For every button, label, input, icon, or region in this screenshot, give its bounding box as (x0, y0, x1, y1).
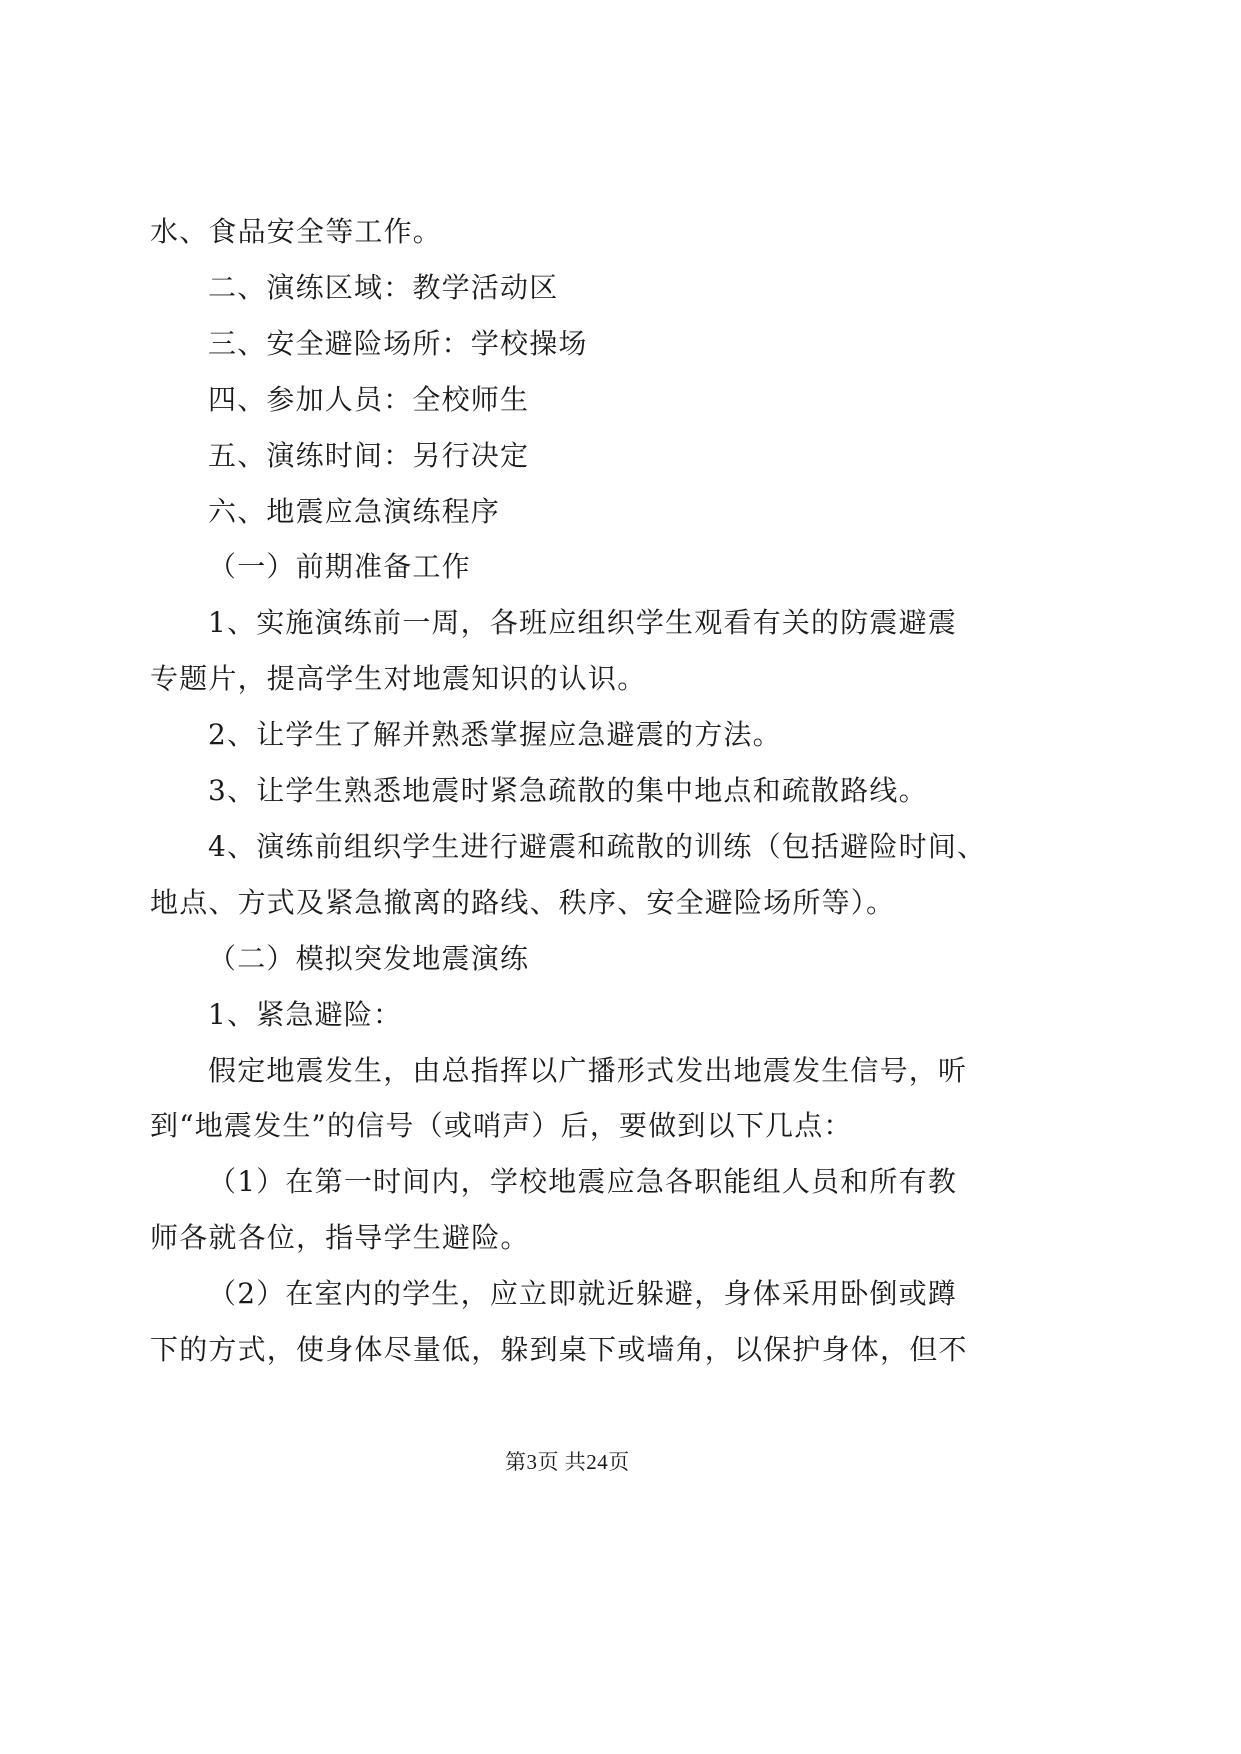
subsection-heading: （一）前期准备工作 (208, 550, 471, 583)
body-line: 1、紧急避险： (208, 998, 403, 1031)
body-line: 水、食品安全等工作。 (150, 215, 443, 248)
section-heading: 五、演练时间：另行决定 (208, 439, 530, 472)
body-line: 2、让学生了解并熟悉掌握应急避震的方法。 (208, 718, 782, 751)
section-heading: 三、安全避险场所：学校操场 (208, 327, 588, 360)
subsection-heading: （二）模拟突发地震演练 (208, 942, 530, 975)
body-line: 3、让学生熟悉地震时紧急疏散的集中地点和疏散路线。 (208, 774, 928, 807)
body-line: （2）在室内的学生，应立即就近躲避，身体采用卧倒或蹲 (208, 1277, 958, 1310)
body-line: 到“地震发生”的信号（或哨声）后，要做到以下几点： (150, 1109, 853, 1142)
section-heading: 四、参加人员：全校师生 (208, 383, 530, 416)
body-line: （1）在第一时间内，学校地震应急各职能组人员和所有教 (208, 1165, 958, 1198)
body-line: 地点、方式及紧急撤离的路线、秩序、安全避险场所等）。 (150, 886, 896, 919)
body-line: 假定地震发生，由总指挥以广播形式发出地震发生信号，听 (208, 1054, 968, 1087)
body-line: 1、实施演练前一周，各班应组织学生观看有关的防震避震 (208, 606, 958, 639)
body-line: 4、演练前组织学生进行避震和疏散的训练（包括避险时间、 (208, 830, 987, 863)
body-line: 专题片，提高学生对地震知识的认识。 (150, 662, 647, 695)
page-number-footer: 第3页 共24页 (505, 1450, 630, 1474)
section-heading: 六、地震应急演练程序 (208, 495, 501, 528)
body-line: 师各就各位，指导学生避险。 (150, 1221, 530, 1254)
body-line: 下的方式，使身体尽量低，躲到桌下或墙角，以保护身体，但不 (150, 1333, 968, 1366)
section-heading: 二、演练区域：教学活动区 (208, 271, 559, 304)
